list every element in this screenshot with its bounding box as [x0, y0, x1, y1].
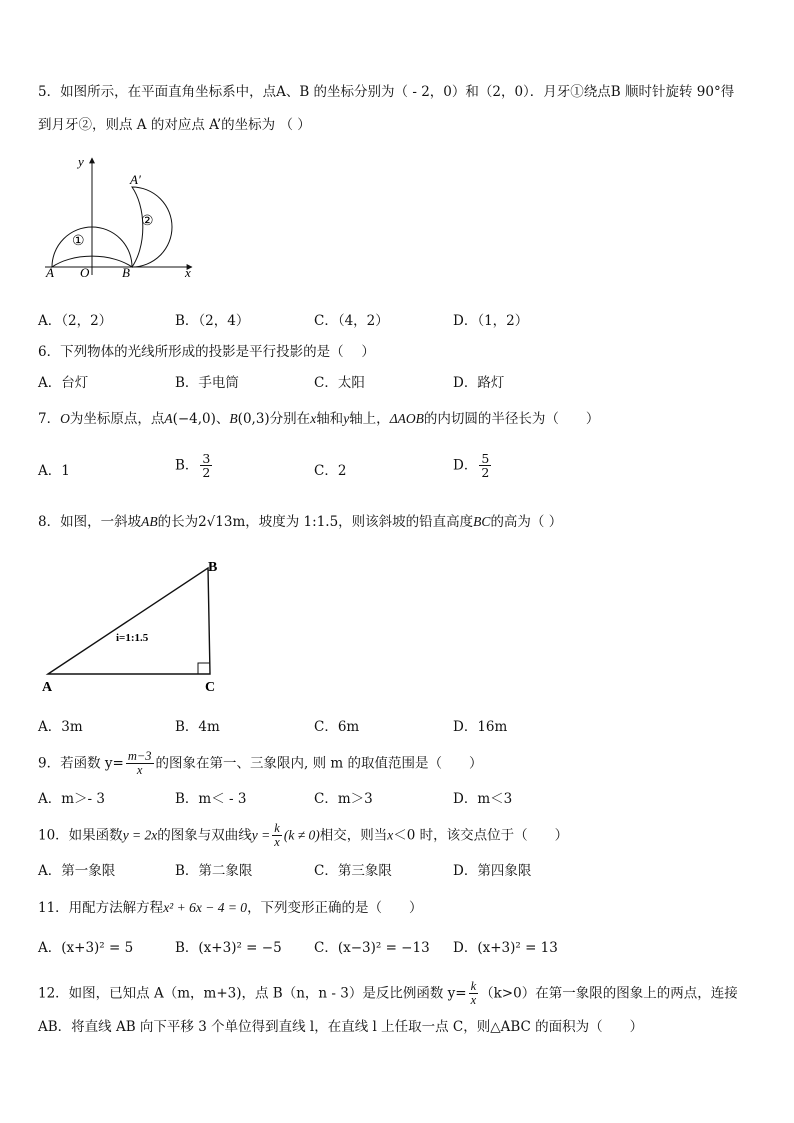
q8-stem: 8．如图，一斜坡AB的长为2√13m，坡度为 1:1.5，则该斜坡的铅直高度BC的高为（ ） [38, 514, 563, 530]
q11-option-c: C．(x−3)² = −13 [314, 940, 430, 956]
fig-y-label: y [78, 154, 84, 169]
q9-option-b: B．m＜ - 3 [175, 791, 247, 807]
q5-option-d: D．（1，2） [453, 313, 529, 329]
q7-option-a: A．1 [38, 463, 70, 479]
fig-B-label: B [122, 265, 130, 280]
q5-option-c: C．（4，2） [314, 313, 389, 329]
q7-stem: 7．O为坐标原点，点A(−4,0)、B(0,3)分别在x轴和y轴上，ΔAOB的内切圆的半径长为（ ） [38, 411, 600, 427]
q9-option-c: C．m＞3 [314, 791, 373, 807]
q8-figure [38, 555, 238, 695]
fig-Aprime-label: A′ [130, 172, 141, 187]
fig-crescent1-label: ① [72, 234, 85, 249]
fig-A-label: A [46, 265, 54, 280]
slope-triangle [48, 568, 210, 674]
q6-option-a: A．台灯 [38, 375, 89, 391]
q11-stem: 11．用配方法解方程x² + 6x − 4 = 0，下列变形正确的是（ ） [38, 900, 423, 916]
q8-option-b: B．4m [175, 719, 220, 735]
q8-option-c: C．6m [314, 719, 360, 735]
fig-B-label: B [208, 560, 218, 575]
q9-option-d: D．m＜3 [453, 791, 513, 807]
q7-option-d: D． $\frac{5}{2}$ [453, 451, 490, 480]
q10-stem: 10．如果函数y = 2x的图象与双曲线y = $\frac{k}{x}$ (k ≠ 0)相交，则当x＜0 时，该交点位于（ ） [38, 821, 569, 849]
fig-slope-label: i=1:1.5 [116, 632, 149, 644]
q10-option-a: A．第一象限 [38, 863, 116, 879]
q6-option-b: B．手电筒 [175, 375, 239, 391]
fig-O-label: O [80, 265, 90, 280]
fig-x-label: x [185, 265, 191, 280]
q11-option-b: B．(x+3)² = −5 [175, 940, 282, 956]
q9-stem: 9．若函数 y= $\frac{m-3}{x}$ 的图象在第一、三象限内, 则 m 的取值范围是（ ） [38, 749, 483, 777]
q5-figure [40, 150, 210, 280]
q8-option-d: D．16m [453, 719, 508, 735]
fig-A-label: A [42, 680, 53, 695]
q12-stem-line2: AB．将直线 AB 向下平移 3 个单位得到直线 l，在直线 l 上任取一点 C，则△ABC 的面积为（ ） [38, 1019, 644, 1035]
right-angle-mark [198, 663, 210, 674]
q11-option-a: A．(x+3)² = 5 [38, 940, 134, 956]
q6-option-c: C．太阳 [314, 375, 365, 391]
q7-option-c: C．2 [314, 463, 347, 479]
q7-option-b: B． $\frac{3}{2}$ [175, 451, 211, 480]
q12-stem-line1: 12．如图，已知点 A（m，m+3)，点 B（n，n - 3）是反比例函数 y= $\frac{k}{x}$ （k>0）在第一象限的图象上的两点，连接 [38, 979, 738, 1007]
q6-stem: 6．下列物体的光线所形成的投影是平行投影的是（ ） [38, 344, 375, 360]
q5-option-b: B．（2，4） [175, 313, 250, 329]
fig-C-label: C [205, 680, 216, 695]
fig-crescent2-label: ② [141, 214, 154, 229]
q10-option-d: D．第四象限 [453, 863, 532, 879]
q8-option-a: A．3m [38, 719, 83, 735]
q5-option-a: A．（2，2） [38, 313, 113, 329]
q10-option-c: C．第三象限 [314, 863, 392, 879]
q5-stem-line2: 到月牙②，则点 A 的对应点 A’的坐标为 （ ） [38, 117, 311, 133]
q6-option-d: D．路灯 [453, 375, 505, 391]
q9-option-a: A．m＞- 3 [38, 791, 105, 807]
q11-option-d: D．(x+3)² = 13 [453, 940, 558, 956]
q10-option-b: B．第二象限 [175, 863, 253, 879]
q5-stem-line1: 5．如图所示，在平面直角坐标系中，点A、B 的坐标分别为（ - 2，0）和（2，0）．月牙①绕点B 顺时针旋转 90°得 [38, 84, 735, 100]
